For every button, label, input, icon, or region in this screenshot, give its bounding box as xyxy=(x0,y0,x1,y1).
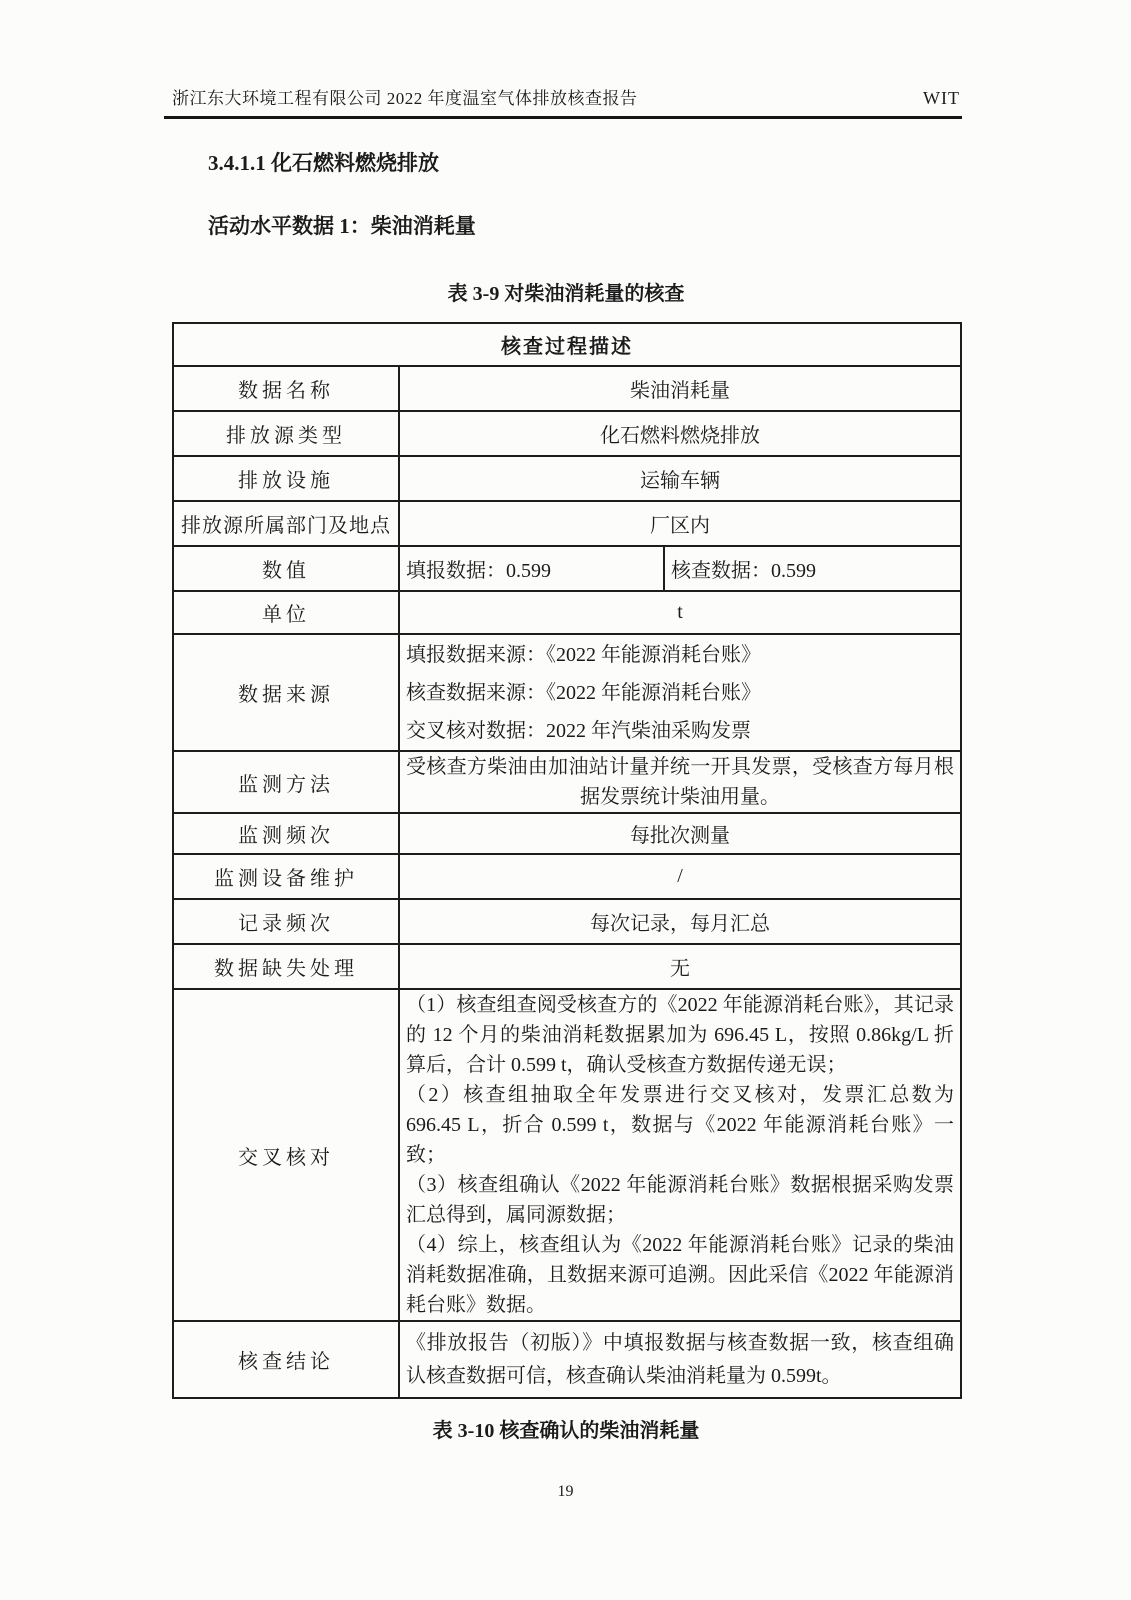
cross-check-cell xyxy=(399,989,961,1321)
value-cell: 柴油消耗量 xyxy=(399,366,961,411)
label-cell: 数值 xyxy=(173,546,399,591)
label-cell: 监测设备维护 xyxy=(173,854,399,899)
data-source-cell xyxy=(399,634,961,751)
value-cell: t xyxy=(399,591,961,634)
label-cell: 排放源所属部门及地点 xyxy=(173,501,399,546)
conclusion-cell: 《排放报告（初版）》中填报数据与核查数据一致，核查组确认核查数据可信，核查确认柴油消耗量为 0.599t。 xyxy=(399,1321,961,1398)
page-header xyxy=(172,84,960,109)
value-cell: / xyxy=(399,854,961,899)
table-title-row xyxy=(173,323,961,366)
data-source-line: 核查数据来源：《2022 年能源消耗台账》 xyxy=(406,681,761,704)
page-number: 19 xyxy=(557,1483,574,1500)
row-department xyxy=(173,501,961,546)
row-value xyxy=(173,546,961,591)
value-cell: 运输车辆 xyxy=(399,456,961,501)
value-cell: 化石燃料燃烧排放 xyxy=(399,411,961,456)
header-logo-text: WIT xyxy=(923,88,960,108)
label-cell: 交叉核对 xyxy=(173,989,399,1321)
value-cell: 无 xyxy=(399,944,961,989)
label-cell: 单位 xyxy=(173,591,399,634)
row-facility xyxy=(173,456,961,501)
row-monitor-method xyxy=(173,751,961,813)
value-cell: 每批次测量 xyxy=(399,813,961,854)
header-report-title: 浙江东大环境工程有限公司 2022 年度温室气体排放核查报告 xyxy=(172,89,638,108)
row-conclusion xyxy=(173,1321,961,1398)
label-cell: 核查结论 xyxy=(173,1321,399,1398)
row-monitor-freq xyxy=(173,813,961,854)
row-data-name xyxy=(173,366,961,411)
label-cell: 数据缺失处理 xyxy=(173,944,399,989)
label-cell: 监测频次 xyxy=(173,813,399,854)
label-cell: 记录频次 xyxy=(173,899,399,944)
verified-value-cell: 核查数据：0.599 xyxy=(664,546,961,591)
header-rule xyxy=(164,116,962,119)
cross-check-item: （1）核查组查阅受核查方的《2022 年能源消耗台账》，其记录的 12 个月的柴油消耗数据累加为 696.45 L，按照 0.86kg/L 折算后，合计 0.599 t，确认受核查方数据传递无误； xyxy=(406,994,955,1076)
section-heading: 3.4.1.1 化石燃料燃烧排放 xyxy=(208,151,439,175)
value-cell: 受核查方柴油由加油站计量并统一开具发票，受核查方每月根据发票统计柴油用量。 xyxy=(399,751,961,813)
verification-table xyxy=(172,322,962,1399)
row-record-freq xyxy=(173,899,961,944)
table-title-cell: 核查过程描述 xyxy=(173,323,961,366)
activity-data-heading: 活动水平数据 1：柴油消耗量 xyxy=(208,214,476,238)
label-cell: 排放源类型 xyxy=(173,411,399,456)
label-cell: 数据名称 xyxy=(173,366,399,411)
data-source-line: 交叉核对数据：2022 年汽柴油采购发票 xyxy=(406,719,751,742)
reported-value-cell: 填报数据：0.599 xyxy=(399,546,664,591)
value-cell: 厂区内 xyxy=(399,501,961,546)
cross-check-item: （3）核查组确认《2022 年能源消耗台账》数据根据采购发票汇总得到，属同源数据； xyxy=(406,1174,955,1226)
cross-check-item: （2）核查组抽取全年发票进行交叉核对，发票汇总数为 696.45 L，折合 0.599 t，数据与《2022 年能源消耗台账》一致； xyxy=(406,1084,955,1166)
data-source-line: 填报数据来源：《2022 年能源消耗台账》 xyxy=(406,643,761,666)
label-cell: 监测方法 xyxy=(173,751,399,813)
table-3-10-caption: 表 3-10 核查确认的柴油消耗量 xyxy=(432,1420,700,1442)
label-cell: 数据来源 xyxy=(173,634,399,751)
row-unit xyxy=(173,591,961,634)
row-data-source xyxy=(173,634,961,751)
value-cell: 每次记录，每月汇总 xyxy=(399,899,961,944)
cross-check-item: （4）综上，核查组认为《2022 年能源消耗台账》记录的柴油消耗数据准确，且数据来源可追溯。因此采信《2022 年能源消耗台账》数据。 xyxy=(406,1234,955,1316)
label-cell: 排放设施 xyxy=(173,456,399,501)
row-equipment xyxy=(173,854,961,899)
table-3-9-caption: 表 3-9 对柴油消耗量的核查 xyxy=(447,283,685,305)
row-source-type xyxy=(173,411,961,456)
row-cross-check xyxy=(173,989,961,1321)
row-missing-data xyxy=(173,944,961,989)
